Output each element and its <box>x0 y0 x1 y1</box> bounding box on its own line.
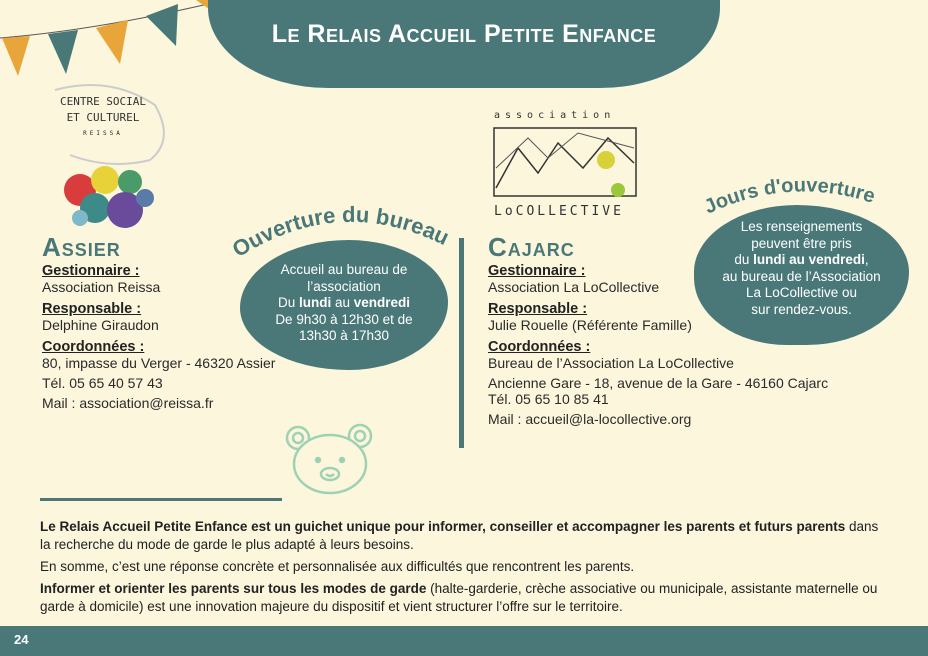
page-title: Le Relais Accueil Petite Enfance <box>271 20 657 48</box>
cajarc-responsible: Julie Rouelle (Référente Famille) <box>488 317 692 333</box>
office-line2: l’association <box>307 278 381 294</box>
assier-heading: Assier <box>42 232 121 262</box>
cajarc-responsible-label: Responsable : <box>488 301 588 317</box>
office-hours-title-text: Ouverture du bureau <box>228 201 454 260</box>
office-line5: 13h30 à 17h30 <box>298 328 390 343</box>
assier-email: Mail : association@reissa.fr <box>42 395 214 411</box>
horizontal-rule <box>40 498 282 501</box>
assier-address: 80, impasse du Verger - 46320 Assier <box>42 355 276 371</box>
cajarc-heading: Cajarc <box>488 232 575 262</box>
cajarc-contact-label: Coordonnées : <box>488 339 591 355</box>
logo-text-locollective: LoCOLLECTIVE <box>494 204 624 219</box>
bunting <box>0 0 230 90</box>
office-hours-title <box>228 200 468 260</box>
opening-days-title-text: Jours d'ouverture <box>701 174 878 219</box>
assier-responsible: Delphine Giraudon <box>42 317 159 333</box>
bunting-flag <box>2 36 30 76</box>
assier-manager-label: Gestionnaire : <box>42 263 140 279</box>
logo-text-line2: ET CULTUREL <box>66 111 140 124</box>
office-line3: Du lundi au vendredi <box>277 295 411 310</box>
intro-paragraph: Le Relais Accueil Petite Enfance est un guichet unique pour informer, conseiller et accompagner les parents et futurs parents dans la recherche du mode de garde le plus adapté à leurs besoins. <box>40 519 879 552</box>
assier-responsible-label: Responsable : <box>42 301 142 317</box>
days-line2: peuvent être pris <box>751 235 852 251</box>
days-line3: du lundi au vendredi, <box>734 252 869 267</box>
bunting-flag <box>146 4 178 46</box>
opening-days-blob <box>694 205 909 345</box>
cajarc-address: Ancienne Gare - 18, avenue de la Gare - 46160 Cajarc <box>488 375 829 391</box>
cajarc-manager-label: Gestionnaire : <box>488 263 586 279</box>
bunting-flag <box>96 20 128 64</box>
days-line1: Les renseignements <box>740 219 863 234</box>
office-line1: Accueil au bureau de <box>280 262 408 277</box>
footer-bar <box>0 626 928 656</box>
bear-icon <box>282 418 377 496</box>
bunting-flag <box>48 30 78 74</box>
bunting-string <box>0 0 230 90</box>
assier-phone: Tél. 05 65 40 57 43 <box>42 375 163 391</box>
cajarc-email: Mail : accueil@la-locollective.org <box>488 411 692 427</box>
logo-text-association: association <box>494 110 616 121</box>
assier-manager: Association Reissa <box>42 279 161 295</box>
cajarc-office: Bureau de l’Association La LoCollective <box>488 355 734 371</box>
days-line4: au bureau de l’Association <box>722 268 881 284</box>
summary-paragraph: En somme, c’est une réponse concrète et personnalisée aux difficultés que rencontrent les parents. <box>40 559 635 574</box>
orientation-paragraph: Informer et orienter les parents sur tous les modes de garde (halte-garderie, crèche associative ou municipale, assistante maternelle ou garde à domicile) est une innovation majeure du dispositif et vient structurer l’offre sur le territoire. <box>40 581 878 614</box>
page-number: 24 <box>14 632 29 647</box>
svg-text:Ouverture du bureau <box>228 202 453 260</box>
days-line6: sur rendez-vous. <box>751 301 852 317</box>
days-line5: La LoCollective ou <box>745 285 858 300</box>
office-line4: De 9h30 à 12h30 et de <box>275 311 413 327</box>
cajarc-manager: Association La LoCollective <box>488 279 660 295</box>
logo-text-line1: CENTRE SOCIAL <box>59 95 147 108</box>
assier-contact-label: Coordonnées : <box>42 339 145 355</box>
logo-text-reissa: REISSA <box>83 130 123 137</box>
cajarc-phone: Tél. 05 65 10 85 41 <box>488 391 609 407</box>
section-divider <box>459 238 464 448</box>
